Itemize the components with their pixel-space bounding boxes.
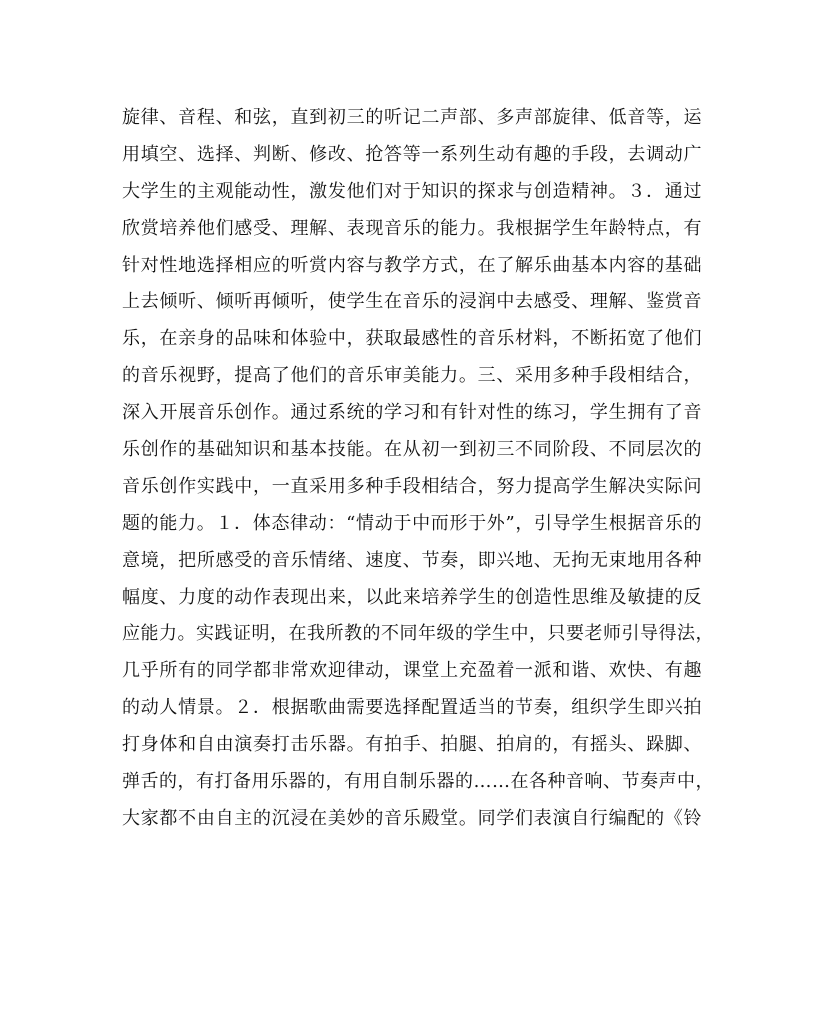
text-line: 深入开展音乐创作。通过系统的学习和有针对性的练习，学生拥有了音 [122,402,702,424]
text-line: 几乎所有的同学都非常欢迎律动，课堂上充盈着一派和谐、欢快、有趣 [122,660,702,682]
text-line: 大学生的主观能动性，激发他们对于知识的探求与创造精神。３．通过 [122,180,702,202]
text-line: 音乐创作实践中，一直采用多种手段相结合，努力提高学生解决实际问 [122,475,702,497]
body-text [122,100,714,838]
text-line: 乐，在亲身的品味和体验中，获取最感性的音乐材料，不断拓宽了他们 [122,328,702,350]
text-line: 幅度、力度的动作表现出来，以此来培养学生的创造性思维及敏捷的反 [122,586,702,608]
text-line: 大家都不由自主的沉浸在美妙的音乐殿堂。同学们表演自行编配的《铃 [122,807,702,829]
text-line: 应能力。实践证明，在我所教的不同年级的学生中，只要老师引导得法， [122,623,714,645]
text-line: 意境，把所感受的音乐情绪、速度、节奏，即兴地、无拘无束地用各种 [122,549,702,571]
text-line: 欣赏培养他们感受、理解、表现音乐的能力。我根据学生年龄特点，有 [122,217,702,239]
text-line: 乐创作的基础知识和基本技能。在从初一到初三不同阶段、不同层次的 [122,439,702,461]
text-line: 用填空、选择、判断、修改、抢答等一系列生动有趣的手段，去调动广 [122,143,702,165]
text-line: 旋律、音程、和弦，直到初三的听记二声部、多声部旋律、低音等，运 [122,107,702,128]
text-line: 上去倾听、倾听再倾听，使学生在音乐的浸润中去感受、理解、鉴赏音 [122,291,702,313]
text-line: 打身体和自由演奏打击乐器。有拍手、拍腿、拍肩的，有摇头、跺脚、 [122,734,702,756]
text-line: 的动人情景。２．根据歌曲需要选择配置适当的节奏，组织学生即兴拍 [122,697,702,719]
text-line: 弹舌的，有打备用乐器的，有用自制乐器的……在各种音响、节奏声中， [122,771,714,793]
text-line: 题的能力。１．体态律动：“情动于中而形于外”，引导学生根据音乐的 [122,512,702,534]
text-line: 的音乐视野，提高了他们的音乐审美能力。三、采用多种手段相结合， [122,365,702,387]
text-line: 针对性地选择相应的听赏内容与教学方式，在了解乐曲基本内容的基础 [122,254,702,276]
